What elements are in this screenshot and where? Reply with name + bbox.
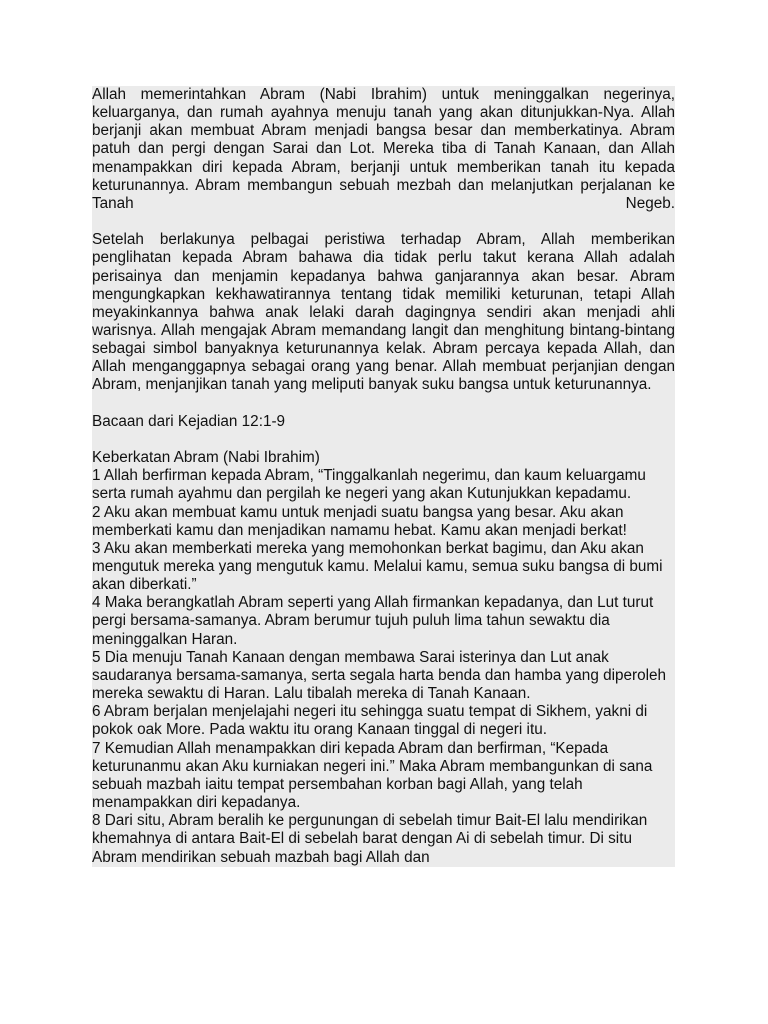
paragraph-gap [92, 213, 675, 231]
verse: 2 Aku akan membuat kamu untuk menjadi suatu bangsa yang besar. Aku akan memberkati kamu dan menjadikan namamu hebat. Kamu akan menjadi berkat! [92, 503, 627, 539]
verse: 8 Dari situ, Abram beralih ke pergunungan di sebelah timur Bait-El lalu mendirikan khemahnya di antara Bait-El di sebelah barat dengan Ai di sebelah timur. Di situ Abram mendirikan sebuah mazbah bagi Allah dan [92, 812, 648, 866]
verse: 7 Kemudian Allah menampakkan diri kepada Abram dan berfirman, “Kepada keturunanmu akan Aku kurniakan negeri ini.” Maka Abram membangunkan di sana sebuah mazbah iaitu tempat persembahan korban bagi Allah, yang telah menampakkan diri kepadanya. [92, 739, 653, 812]
verse: 1 Allah berfirman kepada Abram, “Tinggalkanlah negerimu, dan kaum keluargamu serta rumah ayahmu dan pergilah ke negeri yang akan Kutunjukkan kepadamu. [92, 467, 646, 503]
passage-heading: Keberkatan Abram (Nabi Ibrahim) [92, 449, 320, 467]
verse: 5 Dia menuju Tanah Kanaan dengan membawa Sarai isterinya dan Lut anak saudaranya bersama-samanya, serta segala harta benda dan hamba yang diperoleh mereka sewaktu di Haran. Lalu tibalah mereka di Tanah Kanaan. [92, 648, 667, 703]
verse: 3 Aku akan memberkati mereka yang memohonkan berkat bagimu, dan Aku akan mengutuk mereka yang mengutuk kamu. Melalui kamu, semua suku bangsa di bumi akan diberkati.” [92, 539, 663, 594]
summary-paragraph: Setelah berlakunya pelbagai peristiwa terhadap Abram, Allah memberikan penglihatan kepada Abram bahawa dia tidak perlu takut kerana Allah adalah perisainya dan menjamin kepadanya bahwa ganjarannya akan besar. Abram mengungkapkan kekhawatirannya tentang tidak memiliki keturunan, tetapi Allah meyakinkannya bahwa anak lelaki darah dagingnya sendiri akan menjadi ahli warisnya. Allah mengajak Abram memandang langit dan menghitung bintang-bintang sebagai simbol banyaknya keturunannya kelak. Abram percaya kepada Allah, dan Allah menganggapnya sebagai orang yang benar. Allah membuat perjanjian dengan Abram, menjanjikan tanah yang meliputi banyak suku bangsa untuk keturunannya. [92, 231, 675, 394]
reading-reference: Bacaan dari Kejadian 12:1-9 [92, 412, 286, 430]
verse: 4 Maka berangkatlah Abram seperti yang Allah firmankan kepadanya, dan Lut turut pergi bersama-samanya. Abram berumur tujuh puluh lima tahun sewaktu dia meninggalkan Haran. [92, 594, 654, 648]
summary-paragraph: Allah memerintahkan Abram (Nabi Ibrahim) untuk meninggalkan negerinya, keluarganya, dan rumah ayahnya menuju tanah yang akan ditunjukkan-Nya. Allah berjanji akan membuat Abram menjadi bangsa besar dan memberkatinya. Abram patuh dan pergi dengan Sarai dan Lot. Mereka tiba di Tanah Kanaan, dan Allah menampakkan diri kepada Abram, berjanji untuk memberikan tanah itu kepada keturunannya. Abram membangun sebuah mezbah dan melanjutkan perjalanan ke Tanah Negeb. [92, 86, 675, 212]
paragraph-gap [92, 395, 675, 413]
paragraph-gap [92, 431, 675, 449]
document-text-block [92, 86, 675, 867]
verse: 6 Abram berjalan menjelajahi negeri itu sehingga suatu tempat di Sikhem, yakni di pokok oak More. Pada waktu itu orang Kanaan tinggal di negeri itu. [92, 703, 648, 739]
